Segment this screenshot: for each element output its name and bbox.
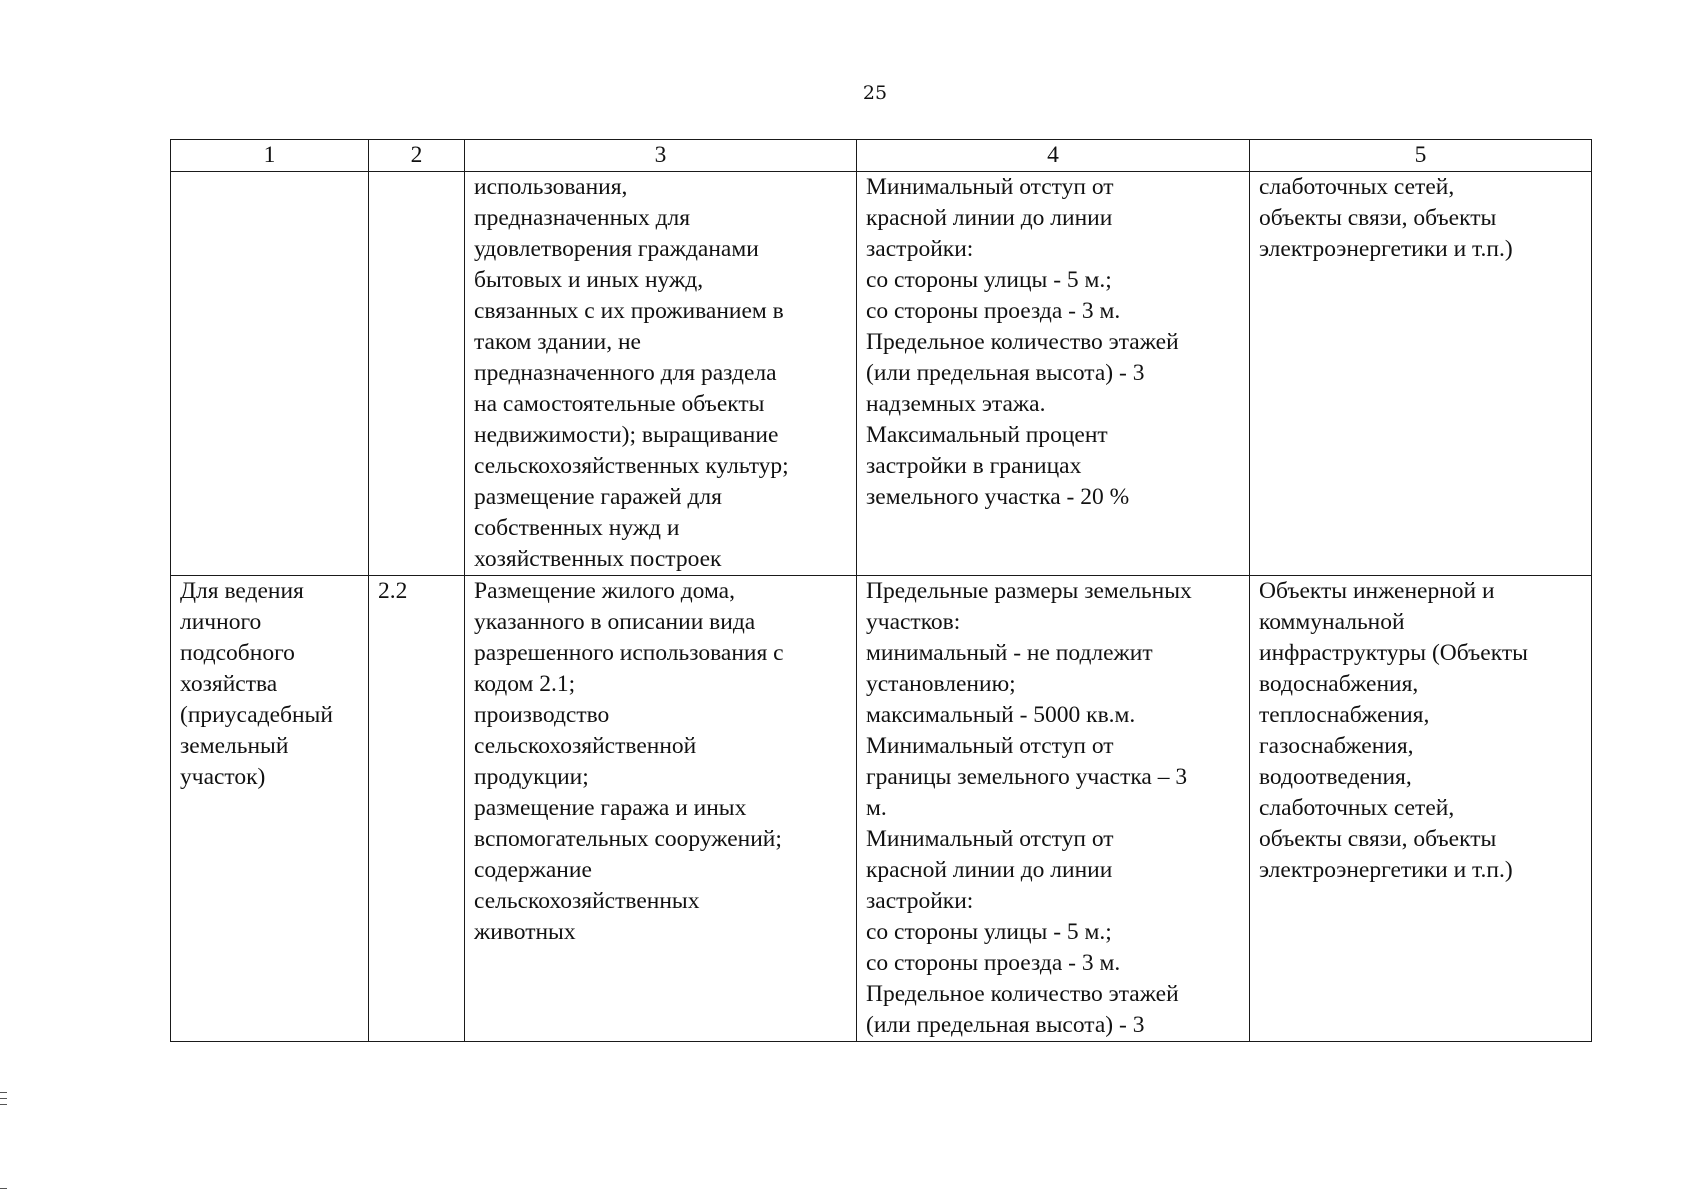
header-cell-3: 3 bbox=[465, 140, 857, 172]
header-cell-1: 1 bbox=[171, 140, 369, 172]
cell-use-type bbox=[171, 172, 369, 576]
table-row bbox=[171, 576, 1592, 1042]
cell-parameters: Предельные размеры земельных участков: минимальный - не подлежит установлению; максимальный - 5000 кв.м. Минимальный отступ от границы земельного участка – 3 м. Минимальный отступ от красной линии до линии застройки: со стороны улицы - 5 м.; со стороны проезда - 3 м. Предельное количество этажей (или предельная высота) - 3 bbox=[857, 576, 1250, 1042]
cell-use-description: использования, предназначенных для удовлетворения гражданами бытовых и иных нужд, связанных с их проживанием в таком здании, не предназначенного для раздела на самостоятельные объекты недвижимости); выращивание сельскохозяйственных культур; размещение гаражей для собственных нужд и хозяйственных построек bbox=[465, 172, 857, 576]
cell-auxiliary-uses: Объекты инженерной и коммунальной инфраструктуры (Объекты водоснабжения, теплоснабжения, газоснабжения, водоотведения, слаботочных сетей, объекты связи, объекты электроэнергетики и т.п.) bbox=[1250, 576, 1592, 1042]
cell-parameters: Минимальный отступ от красной линии до линии застройки: со стороны улицы - 5 м.; со стороны проезда - 3 м. Предельное количество этажей (или предельная высота) - 3 надземных этажа. Максимальный процент застройки в границах земельного участка - 20 % bbox=[857, 172, 1250, 576]
cell-auxiliary-uses: слаботочных сетей, объекты связи, объекты электроэнергетики и т.п.) bbox=[1250, 172, 1592, 576]
header-cell-4: 4 bbox=[857, 140, 1250, 172]
margin-mark bbox=[0, 1104, 7, 1105]
margin-mark bbox=[0, 1098, 7, 1099]
cell-use-code: 2.2 bbox=[369, 576, 465, 1042]
cell-use-code bbox=[369, 172, 465, 576]
land-use-table bbox=[170, 139, 1592, 1042]
margin-mark bbox=[0, 1092, 7, 1093]
cell-use-type: Для ведения личного подсобного хозяйства (приусадебный земельный участок) bbox=[171, 576, 369, 1042]
table-header-row bbox=[171, 140, 1592, 172]
header-cell-5: 5 bbox=[1250, 140, 1592, 172]
table-row bbox=[171, 172, 1592, 576]
margin-mark bbox=[0, 1188, 7, 1189]
page-number: 25 bbox=[862, 82, 888, 104]
header-cell-2: 2 bbox=[369, 140, 465, 172]
cell-use-description: Размещение жилого дома, указанного в описании вида разрешенного использования с кодом 2.1; производство сельскохозяйственной продукции; размещение гаража и иных вспомогательных сооружений; содержание сельскохозяйственных животных bbox=[465, 576, 857, 1042]
